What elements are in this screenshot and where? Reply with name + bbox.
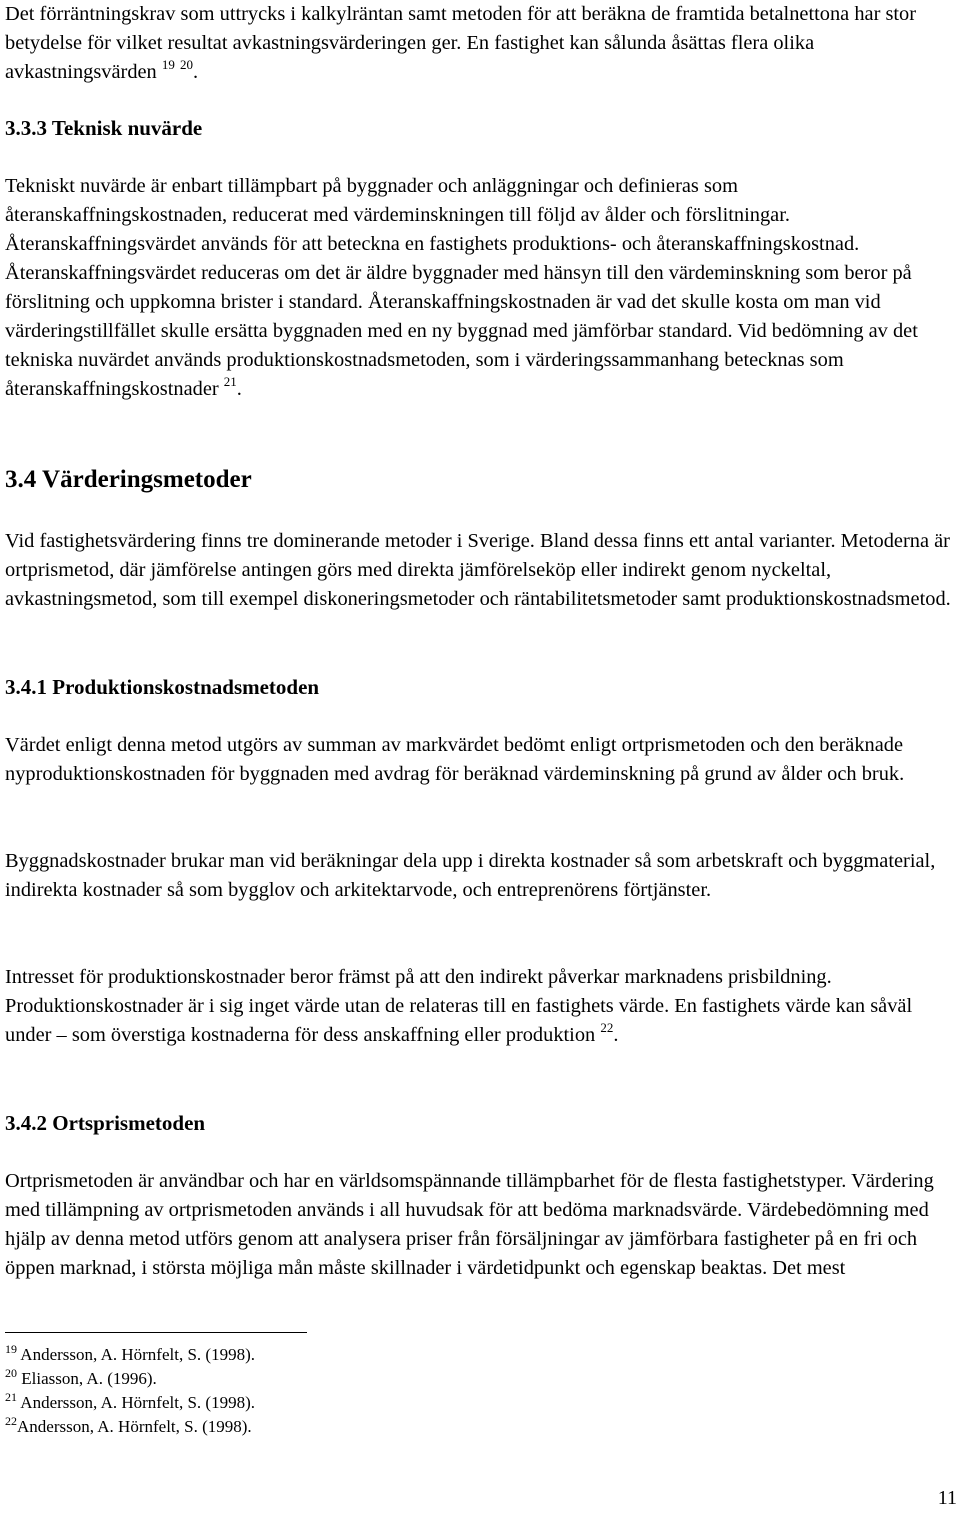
page-number: 11	[937, 1487, 957, 1509]
section-3-4-2-paragraph: Ortprismetoden är användbar och har en världsomspännande tillämpbarhet för de flesta fastighetstyper. Värdering med tillämpning av ortprismetoden används i all huvudsak för att bedöma marknadsvärde. Värdebedömning med hjälp av denna metod utförs genom att analysera priser från försäljningar av jämförbara fastigheter på en fri och öppen marknad, i största möjliga mån måste skillnader i värdetidpunkt och egenskap beaktas. Det mest	[5, 1170, 934, 1279]
intro-paragraph: Det förräntningskrav som uttrycks i kalkylräntan samt metoden för att beräkna de framtida betalnettona har stor betydelse för vilket resultat avkastningsvärderingen ger. En fastighet kan sålunda åsättas flera olika avkastningsvärden $^{19}$ $^{20}$.	[5, 3, 917, 83]
section-heading-3-3-3: 3.3.3 Teknisk nuvärde	[5, 116, 203, 140]
section-heading-3-4-1: 3.4.1 Produktionskostnadsmetoden	[5, 675, 320, 699]
footnote: $^{20}$ Eliasson, A. (1996).	[5, 1366, 157, 1388]
section-heading-3-4-2: 3.4.2 Ortsprismetoden	[5, 1111, 206, 1135]
footnote: $^{22}$Andersson, A. Hörnfelt, S. (1998).	[5, 1414, 252, 1436]
section-3-4-1-paragraph-3: Intresset för produktionskostnader beror främst på att den indirekt påverkar marknadens prisbildning. Produktionskostnader är i sig inget värde utan de relateras till en fastighets värde. En fastighets värde kan såväl under – som överstiga kostnaderna för dess anskaffning eller produktion $^{22}$.	[5, 966, 913, 1046]
footnote-ref[interactable]: 21	[223, 374, 237, 389]
section-3-4-paragraph: Vid fastighetsvärdering finns tre dominerande metoder i Sverige. Bland dessa finns ett antal varianter. Metoderna är ortprismetod, där jämförelse antingen görs med direkta jämförelseköp eller indirekt genom nyckeltal, avkastningsmetod, som till exempel diskoneringsmetoder och räntabilitetsmetoder samt produktionskostnadsmetod.	[5, 530, 951, 610]
section-3-3-3-paragraph: Tekniskt nuvärde är enbart tillämpbart på byggnader och anläggningar och definieras som återanskaffningskostnaden, reducerat med värdeminskningen till följd av ålder och förslitningar. Återanskaffningsvärdet används för att beteckna en fastighets produktions- och återanskaffningskostnad. Återanskaffningsvärdet reduceras om det är äldre byggnader med hänsyn till den värdeminskning som beror på förslitning och uppkomna brister i standard. Återanskaffningskostnaden är vad det skulle kosta om man vid värderingstillfället skulle ersätta byggnaden med en ny byggnad med jämförbar standard. Vid bedömning av det tekniska nuvärdet används produktionskostnadsmetoden, som i värderingssammanhang betecknas som återanskaffningskostnader $^{21}$.	[5, 175, 918, 400]
footnote-ref[interactable]: 19	[161, 57, 175, 72]
footnote: $^{21}$ Andersson, A. Hörnfelt, S. (1998).	[5, 1390, 255, 1412]
footnotes	[5, 1332, 805, 1439]
footnote-ref[interactable]: 20	[179, 57, 193, 72]
footnote: $^{19}$ Andersson, A. Hörnfelt, S. (1998).	[5, 1342, 255, 1364]
section-3-4-1-paragraph-1: Värdet enligt denna metod utgörs av summan av markvärdet bedömt enligt ortprismetoden och den beräknade nyproduktionskostnaden för byggnaden med avdrag för beräknad värdeminskning på grund av ålder och bruk.	[5, 734, 905, 785]
footnote-divider	[5, 1332, 307, 1333]
section-heading-3-4: 3.4 Värderingsmetoder	[5, 466, 252, 493]
section-3-4-1-paragraph-2: Byggnadskostnader brukar man vid beräkningar dela upp i direkta kostnader så som arbetskraft och byggmaterial, indirekta kostnader så som bygglov och arkitektarvode, och entreprenörens förtjänster.	[5, 850, 936, 901]
footnote-ref[interactable]: 22	[600, 1020, 614, 1035]
